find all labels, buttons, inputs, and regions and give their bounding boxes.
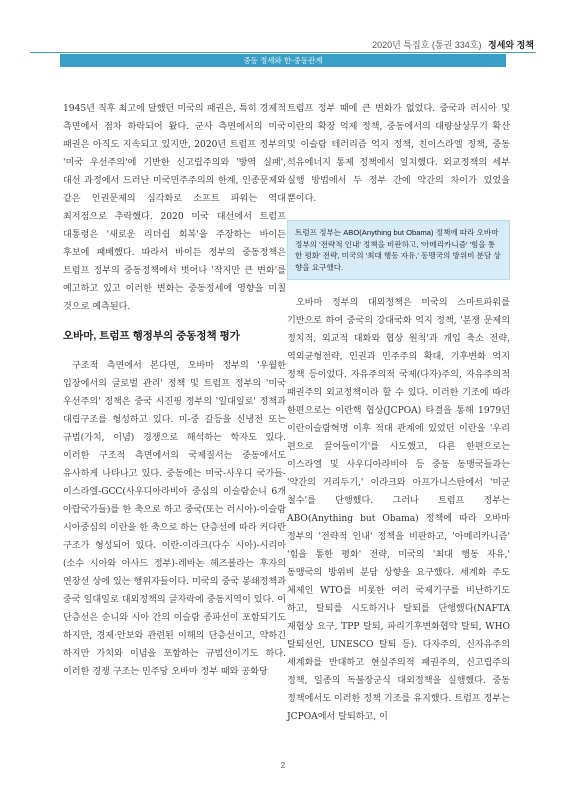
body-paragraph: 구조적 측면에서 본다면, 오바마 정부의 '우월한 입장에서의 글로벌 관리' 정책 및 트럼프 정부의 '미국 우선주의' 정책은 중국 시진핑 정부의 '일대일로' 정책과 대립구조를 형성하고 있다. 미-중 갈등을 신냉전 또는 규범(가치, 이념) 경쟁으로 해석하는 학자도 있다. 이러한 구조적 측면에서의 국제질서는 중동에서도 유사하게 나타나고 있다. 중동에는 미국-사우디 국가들-이스라엘-GCC(사우디아라비아 중심의 이슬람순니 6개 아랍국가들)를 한 축으로 하고 중국(또는 러시아)-이슬람 시아중심의 이란을 한 축으로 하는 단층선에 따라 커다란 구조가 형성되어 있다. 이란-이라크(다수 시아)-시리아(소수 시아와 아사드 정부)-레바논 헤즈볼라는 후자의 연장선 상에 있는 행위자들이다. 미국의 중국 봉쇄정책과 중국 일대일로 대외정책의 글자락에 중동지역이 있다. 이 단층선은 순니와 시아 간의 이슬람 종파선이 포함되기도 하지만, 경제·안보와 관련된 이해의 단층선이고, 약하긴 하지만 가치와 이념을 포함하는 규범선이기도 하다. 이러한 경쟁 구조는 민주당 오바마 정부 때와 공화당 (63, 361, 286, 677)
intro-paragraph: 1945년 직후 최고에 달했던 미국의 패권은, 특히 경제적 측면에서 점차 하락되어 왔다. 군사 측면에서의 미국 패권은 아직도 지속되고 있지만, 2020년 트럼프 정부의 '미국 우선주의'에 기반한 신고립주의와 '방역 실패', 대선 과정에서 드러난 미국민주주의의 한계, 인종문제와 같은 인권문제의 심각화로 소프트 파워는 역대 최저점으로 추락했다. 2020 미국 대선에서 트럼프 대통령은 '새로운 리더쉽 회복'을 주장하는 바이든 후보에 패배했다. 따라서 바이든 정부의 중동정책은 트럼프 정부의 중동정책에서 벗어나 '작지만 큰 변화'를 예고하고 있고 이러한 변화는 중동정세에 영향을 미칠 것으로 예측된다. (63, 104, 286, 312)
issue-info: 2020년 특집호 (통권 334호) (372, 40, 482, 50)
section-banner: 중동 정세와 한-중동관계 (60, 54, 506, 67)
body-paragraph: 오바마 정부의 대외정책은 미국의 스마트파워를 기반으로 하여 중국의 강대국화 억지 정책, '분쟁 문제의 정치적, 외교적 대화와 협상 원칙'과 개입 축소 전략, 역외균형전략, 인권과 민주주의 확대, 기후변화 억지 정책 등이었다. 자유주의적 국제(다자)주의, 자유주의적 패권주의 외교정책이라 할 수 있다. 이러한 기조에 따라 한편으로는 이란핵 협상(JCPOA) 타결을 통해 1979년 이란이슬람혁명 이후 적대 관계에 있었던 이란을 '우리 편으로 끌어들이기'를 시도했고, 다른 한편으로는 이스라엘 및 사우디아라비아 등 중동 동맹국들과는 '약간의 거리두기,' 이라크와 아프가니스탄에서 '미군 철수'를 단행했다. 그러나 트럼프 정부는 ABO(Anything but Obama) 정책에 따라 오바마 정부의 '전략적 인내' 정책을 비판하고, '아메리카니즘' '힘을 통한 평화' 전략, 미국의 '최대 행동 자유,' 동맹국의 방위비 분담 상향을 요구했다. 세계화 주도 체제인 WTO를 비롯한 여러 국제기구를 비난하기도 하고, 탈퇴를 시도하거나 탈퇴를 단행했다(NAFTA 재협상 요구, TPP 탈퇴, 파리기후변화협약 탈퇴, WHO 탈퇴선언, UNESCO 탈퇴 등). 다자주의, 신자유주의 세계화를 반대하고 현실주의적 패권주의, 신고립주의 정책, 일종의 독불장군식 대외정책을 실행했다. 중동 정책에서도 이러한 정책 기조를 유지했다. 트럼프 정부는 JCPOA에서 탈퇴하고, 이 (287, 298, 510, 722)
page-header (372, 38, 534, 51)
series-title: 정세와 정책 (488, 40, 534, 50)
page-number: 2 (280, 761, 286, 770)
header-rule (30, 52, 536, 53)
left-column (63, 100, 286, 681)
continuation-paragraph: 트럼프 정부 때에 큰 변화가 없었다. 중국과 러시아 및 이란의 확장 억제 정책, 중동에서의 대량살상무기 확산 및 이슬람 테러리즘 억지 정책, 친이스라엘 정책, 중동 석유에너지 통제 정책에서 일치했다. 외교정책의 세부 실행 방법에서 두 정부 간에 약간의 차이가 있었을 뿐이다. (287, 104, 510, 204)
section-heading: 오바마, 트럼프 행정부의 중동정책 평가 (63, 330, 240, 342)
right-column (287, 100, 510, 726)
pull-quote: 트럼프 정부는 ABO(Anything but Obama) 정책에 따라 오바마 정부의 '전략적 인내' 정책을 비판하고, '아메리카니즘' '힘을 통한 평화' 전략, 미국의 '최대 행동 자유,' 동맹국의 방위비 분담 상향을 요구했다. (287, 220, 510, 280)
